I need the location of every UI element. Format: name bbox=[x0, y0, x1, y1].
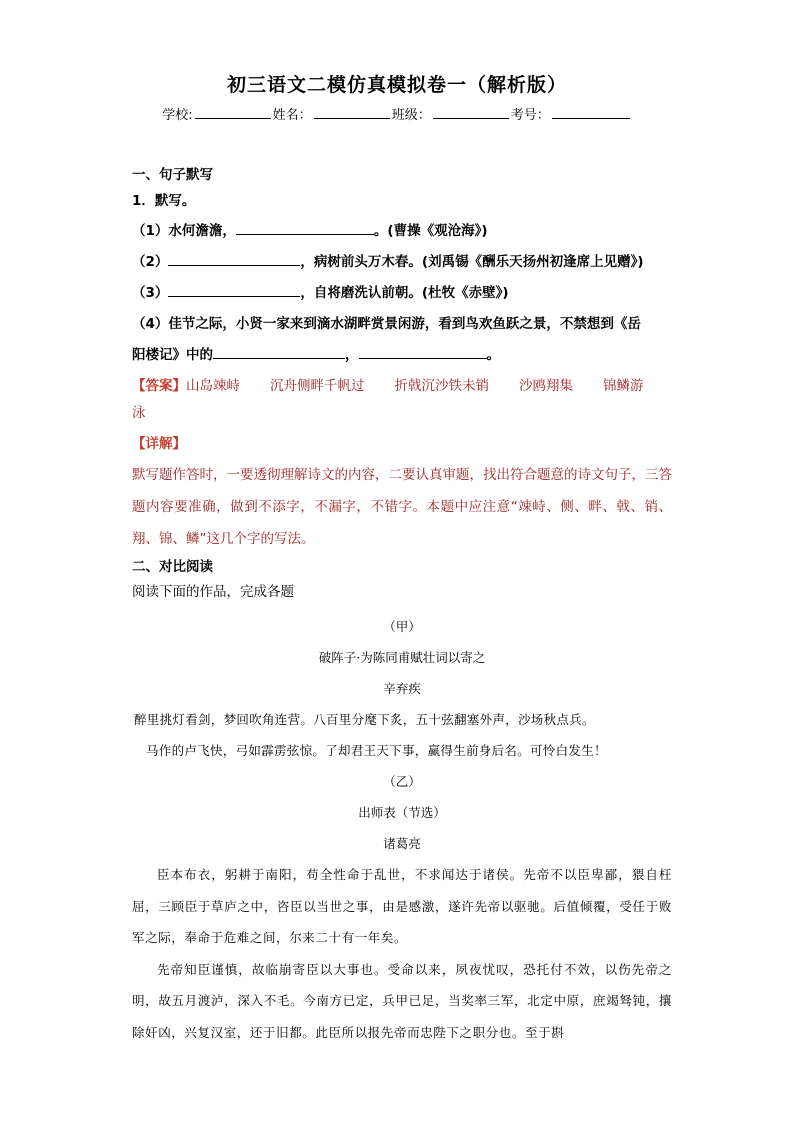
class-label: 班级： bbox=[391, 108, 431, 123]
item4-prefix: 阳楼记》中的 bbox=[132, 347, 213, 363]
question-item-1 bbox=[132, 216, 672, 247]
jia-author: 辛弃疾 bbox=[383, 681, 421, 696]
answer-line bbox=[132, 373, 672, 400]
class-blank bbox=[433, 106, 509, 119]
item2-blank bbox=[168, 251, 300, 266]
item3-prefix: （3） bbox=[132, 285, 169, 301]
answer-tag: 【答案】 bbox=[132, 378, 186, 394]
jia-title: 破阵子·为陈同甫赋壮词以寄之 bbox=[318, 650, 486, 665]
answer-item-5: 锦鳞游 bbox=[603, 378, 644, 394]
item4-mid: ， bbox=[345, 347, 359, 363]
item3-suffix: ，自将磨洗认前朝。(杜牧《赤壁》) bbox=[300, 285, 509, 301]
document-body bbox=[132, 164, 672, 1048]
item4-suffix: 。 bbox=[486, 347, 500, 363]
item4-blank-b bbox=[359, 344, 487, 359]
yi-mark: （乙） bbox=[383, 774, 421, 789]
question-item-2 bbox=[132, 247, 672, 278]
answer-item-3: 折戟沉沙铁未销 bbox=[394, 378, 489, 394]
item1-suffix: 。(曹操《观沧海》) bbox=[373, 223, 488, 239]
item1-prefix: （1）水何澹澹， bbox=[132, 223, 236, 239]
name-blank bbox=[314, 106, 390, 119]
section1-heading: 一、句子默写 bbox=[132, 167, 213, 183]
question-item-3 bbox=[132, 278, 672, 309]
detail-text: 默写题作答时，一要透彻理解诗文的内容，二要认真审题，找出符合题意的诗文句子，三答题内容要准确，做到不添字，不漏字，不错字。本题中应注意“竦峙、侧、畔、戟、销、翔、锦、鳞”这几个字的写法。 bbox=[132, 467, 672, 547]
exam-no-label: 考号： bbox=[510, 108, 550, 123]
yi-title: 出师表（节选） bbox=[358, 805, 446, 820]
question1-number: 1．默写。 bbox=[132, 193, 196, 209]
answer-item-1: 山岛竦峙 bbox=[186, 378, 240, 394]
section2-instruction: 阅读下面的作品，完成各题 bbox=[132, 584, 294, 600]
item1-blank bbox=[236, 220, 374, 235]
page-title: 初三语文二模仿真模拟卷一（解析版） bbox=[226, 74, 567, 96]
student-info-line bbox=[0, 104, 794, 123]
jia-mark: （甲） bbox=[383, 619, 421, 634]
exam-no-blank bbox=[552, 106, 630, 119]
yi-paragraph-2: 先帝知臣谨慎，故临崩寄臣以大事也。受命以来，夙夜忧叹，恐托付不效，以伤先帝之明，故五月渡泸，深入不毛。今南方已定，兵甲已足，当奖率三军，北定中原，庶竭驽钝，攘除奸凶，兴复汉室，还于旧都。此臣所以报先帝而忠陛下之职分也。至于斟 bbox=[132, 961, 672, 1040]
jia-poem-line-1: 醉里挑灯看剑，梦回吹角连营。八百里分麾下炙，五十弦翻塞外声，沙场秋点兵。 bbox=[134, 712, 595, 727]
yi-author: 诸葛亮 bbox=[383, 836, 421, 851]
question-item-4-line1: （4）佳节之际，小贤一家来到滴水湖畔赏景闲游，看到鸟欢鱼跃之景，不禁想到《岳 bbox=[132, 316, 641, 332]
name-label: 姓名： bbox=[272, 108, 312, 123]
question-item-4-line2 bbox=[132, 340, 672, 371]
answer-item-4: 沙鸥翔集 bbox=[519, 378, 573, 394]
section2-heading: 二、对比阅读 bbox=[132, 559, 213, 575]
item2-suffix: ，病树前头万木春。(刘禹锡《酬乐天扬州初逢席上见赠》) bbox=[300, 254, 644, 270]
answer-item-2: 沉舟侧畔千帆过 bbox=[270, 378, 365, 394]
school-blank bbox=[195, 106, 271, 119]
item4-blank-a bbox=[213, 344, 345, 359]
answer-wrap: 泳 bbox=[132, 405, 146, 421]
jia-poem-line-2: 马作的卢飞快，弓如霹雳弦惊。了却君王天下事，赢得生前身后名。可怜白发生！ bbox=[146, 743, 607, 758]
yi-paragraph-1: 臣本布衣，躬耕于南阳，苟全性命于乱世，不求闻达于诸侯。先帝不以臣卑鄙，猥自枉屈，三顾臣于草庐之中，咨臣以当世之事，由是感激，遂许先帝以驱驰。后值倾覆，受任于败军之际，奉命于危难之间，尔来二十有一年矣。 bbox=[132, 867, 672, 945]
detail-tag: 【详解】 bbox=[132, 436, 186, 452]
school-label: 学校: bbox=[162, 108, 193, 123]
item3-blank bbox=[168, 282, 300, 297]
item2-prefix: （2） bbox=[132, 254, 169, 270]
